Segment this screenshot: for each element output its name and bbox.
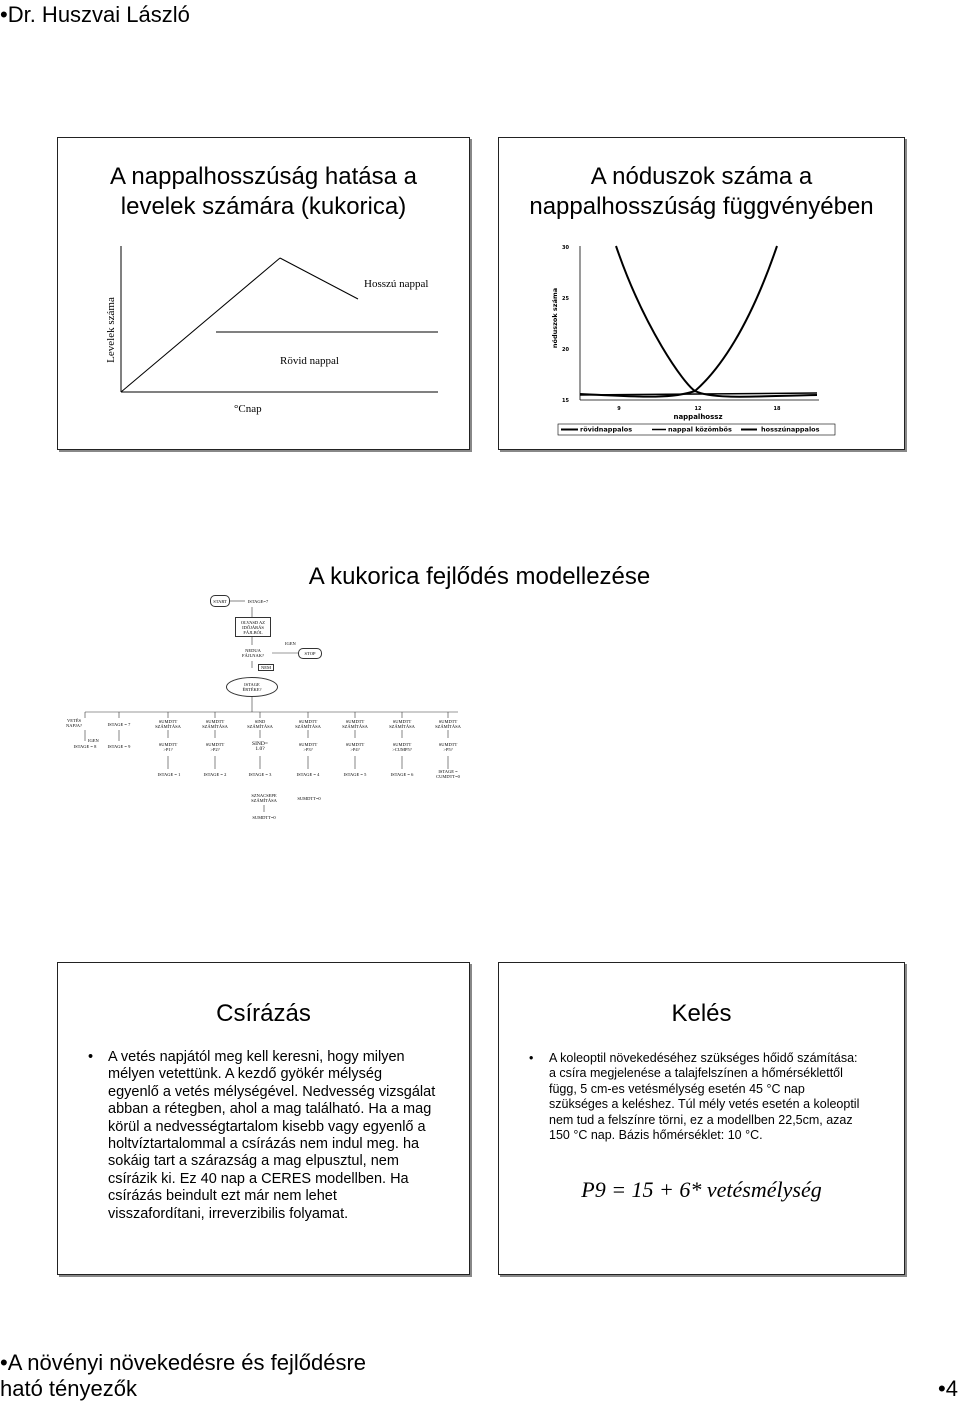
x-axis-label: nappalhossz (673, 413, 723, 421)
slide-title: A kukorica fejlődés modellezése (308, 563, 651, 590)
flow-text: SZÁMÍTÁSA (251, 798, 277, 803)
y-tick-label: 15 (562, 398, 569, 404)
footer-line-1: A növényi növekedésre és fejlődésre (7, 1350, 367, 1375)
flow-yes-label: IGEN (285, 641, 296, 646)
flow-text: ISTAGE (244, 682, 260, 687)
flow-stage-5: ISTAGE = 5 (343, 771, 367, 777)
formula: P9 = 15 + 6* vetésmélység (581, 1177, 822, 1202)
long-day-plateau (280, 258, 358, 299)
bullet-dot: • (0, 2, 8, 27)
flow-stage-4: ISTAGE = 4 (296, 771, 320, 777)
title-line-1: A nóduszok száma a (590, 163, 813, 190)
flow-text: SUMDTT (438, 719, 458, 724)
flow-sumdtt-reset: SUMDTT=0 (297, 795, 321, 801)
flow-text: SUMDTT (392, 719, 412, 724)
y-axis-label: Levelek száma (105, 297, 117, 363)
flow-cond-7: SUMDTT >P5? (438, 742, 458, 752)
slide-model-flowchart (57, 546, 902, 856)
flow-cond-4: SUMDTT >P3? (298, 742, 318, 752)
flow-text: SUMDTT (158, 719, 178, 724)
bullet-list (88, 1049, 436, 1223)
flow-text: SZÁMÍTÁSA (435, 724, 461, 729)
flow-istage-9: ISTAGE = 9 (107, 743, 131, 749)
flow-text: SZÁMÍTÁSA (247, 724, 273, 729)
flow-stop: STOP (298, 648, 322, 659)
flow-text: SUMDTT (205, 719, 225, 724)
flow-text: SZÁMÍTÁSA (202, 724, 228, 729)
flow-stage-1: ISTAGE = 1 (157, 771, 181, 777)
flow-text: VETÉS (67, 718, 81, 723)
flow-text: SZÁMÍTÁSA (295, 724, 321, 729)
page-number-value: 4 (945, 1376, 958, 1401)
flow-istage-8: ISTAGE = 8 (73, 743, 97, 749)
y-tick-label: 30 (562, 245, 569, 251)
slide-emergence (498, 962, 905, 1275)
flow-cond-1: SUMDTT >P1? (158, 742, 178, 752)
flow-cond-3: SIND= 1.0? (252, 741, 268, 752)
x-axis-label: °Cnap (234, 403, 262, 415)
header-author (0, 2, 190, 28)
bullet-list (529, 1051, 864, 1143)
y-tick-label: 25 (562, 296, 569, 302)
footer-title (0, 1350, 366, 1402)
flow-cond-5: SUMDTT >P4? (345, 742, 365, 752)
title-line-1: A nappalhosszúság hatása a (110, 163, 417, 190)
flow-text: SUMDTT (345, 719, 365, 724)
series-line-long-day (580, 246, 777, 397)
flow-istage-init: ISTAGE=7 (247, 598, 269, 604)
flow-text: ÉRTÉKE? (242, 687, 262, 692)
flow-text: IDŐJÁRÁS (242, 624, 264, 630)
flow-text: SZNACSEPE (251, 793, 277, 798)
flow-text: SUMDTT (298, 719, 318, 724)
slide-title: Csírázás (216, 1000, 311, 1027)
flow-stage-2: ISTAGE = 2 (203, 771, 227, 777)
bullet-dot: • (0, 1350, 8, 1375)
bullet-item: • A koleoptil növekedéséhez szükséges hőidő számítása: a csíra megjelenése a talajfelszínen a hőmérséklettől függ, 5 cm-es vetésmélység esetén 45 °C nap szükséges a keléshez. Túl mély vetés esetén a koleoptil nem tud a felszínre törni, ez a modellben 22,5cm, azaz 150 °C nap. Bázis hőmérséklet: 10 °C. (529, 1051, 864, 1143)
flow-text: SZÁMÍTÁSA (342, 724, 368, 729)
flow-start: START (210, 595, 230, 607)
flow-text: FÁJLNAK? (242, 653, 264, 658)
slide-germination (57, 962, 470, 1275)
author-name: Dr. Huszvai László (7, 2, 190, 27)
flow-text: CUMDTT=0 (436, 774, 460, 779)
slide-daylength-leaves (57, 137, 470, 450)
footer-line-2: ható tényezők (0, 1376, 137, 1401)
bullet-item: • A vetés napjától meg kell keresni, hogy milyen mélyen vetettünk. A kezdő gyökér mélység egyenlő a vetés mélységével. Nedvesség vizsgálat abban a rétegben, ahol a mag található. Ha a mag körül a nedvességtartalom kisebb vagy egyenlő a holtvíztartalommal a csírázás nem indul meg. ha sokáig tart a szárazság a mag elpusztul, nem csírázik ki. Ez 40 nap a CERES modellben. Ha csírázás beindult ezt már nem lehet visszafordítani, irreverzibilis folyamat. (88, 1049, 436, 1223)
leaf-count-diagram (58, 138, 471, 451)
node-count-chart (499, 138, 906, 451)
flow-text: FÁJLBÓL (243, 629, 263, 635)
flow-yes-label-2: IGEN (88, 738, 99, 743)
flow-istage-7: ISTAGE = 7 (107, 721, 131, 727)
page-number (938, 1376, 958, 1402)
flow-text: NAPJA? (65, 723, 82, 728)
slide-title: Kelés (671, 1000, 732, 1027)
flow-cond-2: SUMDTT >P2? (205, 742, 225, 752)
x-tick-label: 18 (773, 406, 781, 412)
title-line-2: levelek számára (kukorica) (120, 193, 407, 220)
flow-text: OLVASD AZ (240, 619, 266, 625)
flow-text: NEDUA (245, 648, 261, 653)
x-tick-label: 9 (617, 406, 621, 412)
title-line-2: nappalhosszúság függvényében (529, 193, 874, 220)
x-tick-label: 12 (694, 406, 702, 412)
long-day-line (121, 258, 280, 392)
flow-cond-6: SUMDTT >CUMP5? (392, 742, 412, 752)
flow-text: ISTAGE = (438, 769, 458, 774)
flow-text: SZÁMÍTÁSA (389, 724, 415, 729)
flow-sumdtt-reset-2: SUMDTT=0 (252, 814, 276, 820)
flow-text: SIND (254, 719, 266, 724)
y-tick-label: 20 (562, 347, 569, 353)
series-line-neutral (580, 393, 817, 395)
short-day-label: Rövid nappal (280, 355, 339, 367)
flow-text: SZÁMÍTÁSA (155, 724, 181, 729)
legend-label-short: rövidnappalos (580, 425, 633, 434)
series-line-short-day (616, 246, 817, 397)
flow-no-label: NEM (258, 664, 274, 671)
long-day-label: Hosszú nappal (364, 278, 429, 290)
flow-stage-6: ISTAGE = 6 (390, 771, 414, 777)
bullet-dot: • (938, 1376, 946, 1401)
legend-label-neutral: nappal közömbös (668, 425, 732, 434)
slide-node-count (498, 137, 905, 450)
flow-stage-3: ISTAGE = 3 (248, 771, 272, 777)
y-axis-label: nóduszok száma (551, 287, 559, 349)
legend-label-long: hosszúnappalos (761, 425, 820, 434)
